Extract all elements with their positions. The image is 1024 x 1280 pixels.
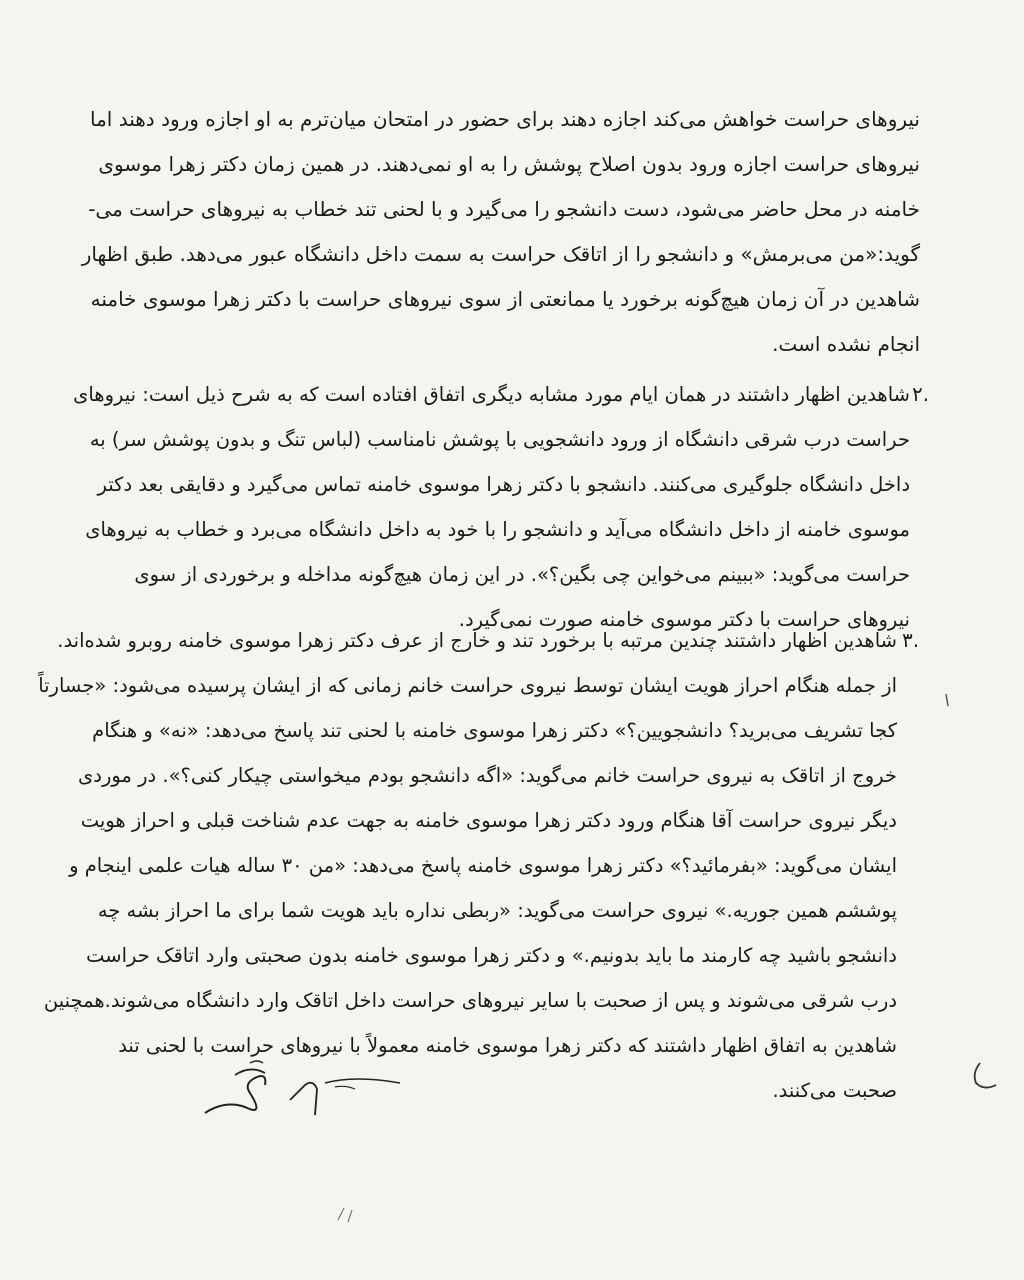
handwritten-signature: [195, 1055, 425, 1135]
item-2-number: ۲.: [912, 382, 930, 406]
ink-circle-mark: [968, 1055, 1008, 1095]
text-line: شاهدین اظهار داشتند چندین مرتبه با برخورد تند و خارج از عرف دکتر زهرا موسوی خامنه روبرو شده‌اند.: [57, 629, 897, 652]
text-line: از جمله هنگام احراز هویت ایشان توسط نیروی حراست خانم زمانی که از ایشان پرسیده می‌شود: «جسارتاً: [38, 674, 897, 697]
text-line: خامنه در محل حاضر می‌شود، دست دانشجو را می‌گیرد و با لحنی تند خطاب به نیروهای حراست می-: [88, 197, 920, 221]
text-line: ایشان می‌گوید: «بفرمائید؟» دکتر زهرا موسوی خامنه پاسخ می‌دهد: «من ۳۰ ساله هیات علمی اینجام و: [69, 854, 897, 877]
text-line: نیروهای حراست اجازه ورود بدون اصلاح پوشش را به او نمی‌دهند. در همین زمان دکتر زهرا موسوی: [98, 152, 920, 176]
item-2-paragraph: [73, 372, 910, 642]
text-line: گوید:«من می‌برمش» و دانشجو را از اتاقک حراست به سمت داخل دانشگاه عبور می‌دهد. طبق اظهار: [81, 242, 920, 266]
text-line: شاهدین در آن زمان هیچ‌گونه برخورد یا ممانعتی از سوی نیروهای حراست با دکتر زهرا موسوی خامنه: [90, 287, 920, 311]
item-3-number: ۳.: [902, 628, 920, 652]
text-line: داخل دانشگاه جلوگیری می‌کنند. دانشجو با دکتر زهرا موسوی خامنه تماس می‌گیرد و دقایقی بعد دکتر: [97, 473, 910, 496]
text-line: شاهدین اظهار داشتند در همان ایام مورد مشابه دیگری اتفاق افتاده است که به شرح ذیل است: نیروهای: [73, 383, 910, 406]
text-line: نیروهای حراست با دکتر موسوی خامنه صورت نمی‌گیرد.: [458, 608, 910, 631]
ink-tick-mark: [936, 688, 956, 718]
text-line: شاهدین به اتفاق اظهار داشتند که دکتر زهرا موسوی خامنه معمولاً با نیروهای حراست با لحنی تند: [118, 1034, 897, 1057]
intro-paragraph: [81, 97, 920, 367]
text-line: دانشجو باشید چه کارمند ما باید بدونیم.» و دکتر زهرا موسوی خامنه بدون صحبتی وارد اتاقک حراست: [86, 944, 897, 967]
text-line: خروج از اتاقک به نیروی حراست خانم می‌گوید: «اگه دانشجو بودم میخواستی چیکار کنی؟». در موردی: [78, 764, 897, 787]
ink-smudge-mark: [330, 1200, 370, 1230]
text-line: صحبت می‌کنند.: [772, 1079, 897, 1102]
item-3-paragraph: [38, 618, 897, 1113]
text-line: حراست درب شرقی دانشگاه از ورود دانشجویی با پوشش نامناسب (لباس تنگ و بدون پوشش سر) به: [89, 428, 910, 451]
text-line: حراست می‌گوید: «ببینم می‌خواین چی بگین؟». در این زمان هیچ‌گونه مداخله و برخوردی از سوی: [134, 563, 910, 586]
text-line: نیروهای حراست خواهش می‌کند اجازه دهند برای حضور در امتحان میان‌ترم به او اجازه ورود دهند اما: [90, 107, 920, 131]
text-line: کجا تشریف می‌برید؟ دانشجویین؟» دکتر زهرا موسوی خامنه با لحنی تند پاسخ می‌دهد: «نه» و هنگام: [92, 719, 897, 742]
text-line: موسوی خامنه از داخل دانشگاه می‌آید و دانشجو را با خود به داخل دانشگاه می‌برد و خطاب به نیروهای: [85, 518, 910, 541]
text-line: پوششم همین جوریه.» نیروی حراست می‌گوید: «ربطی نداره باید هویت شما برای ما احراز بشه چه: [97, 899, 897, 922]
text-line: انجام نشده است.: [772, 332, 920, 356]
text-line: درب شرقی می‌شوند و پس از صحبت با سایر نیروهای حراست داخل اتاقک وارد دانشگاه می‌شوند.همچنین: [43, 989, 897, 1012]
text-line: دیگر نیروی حراست آقا هنگام ورود دکتر زهرا موسوی خامنه به جهت عدم شناخت قبلی و احراز هویت: [80, 809, 897, 832]
